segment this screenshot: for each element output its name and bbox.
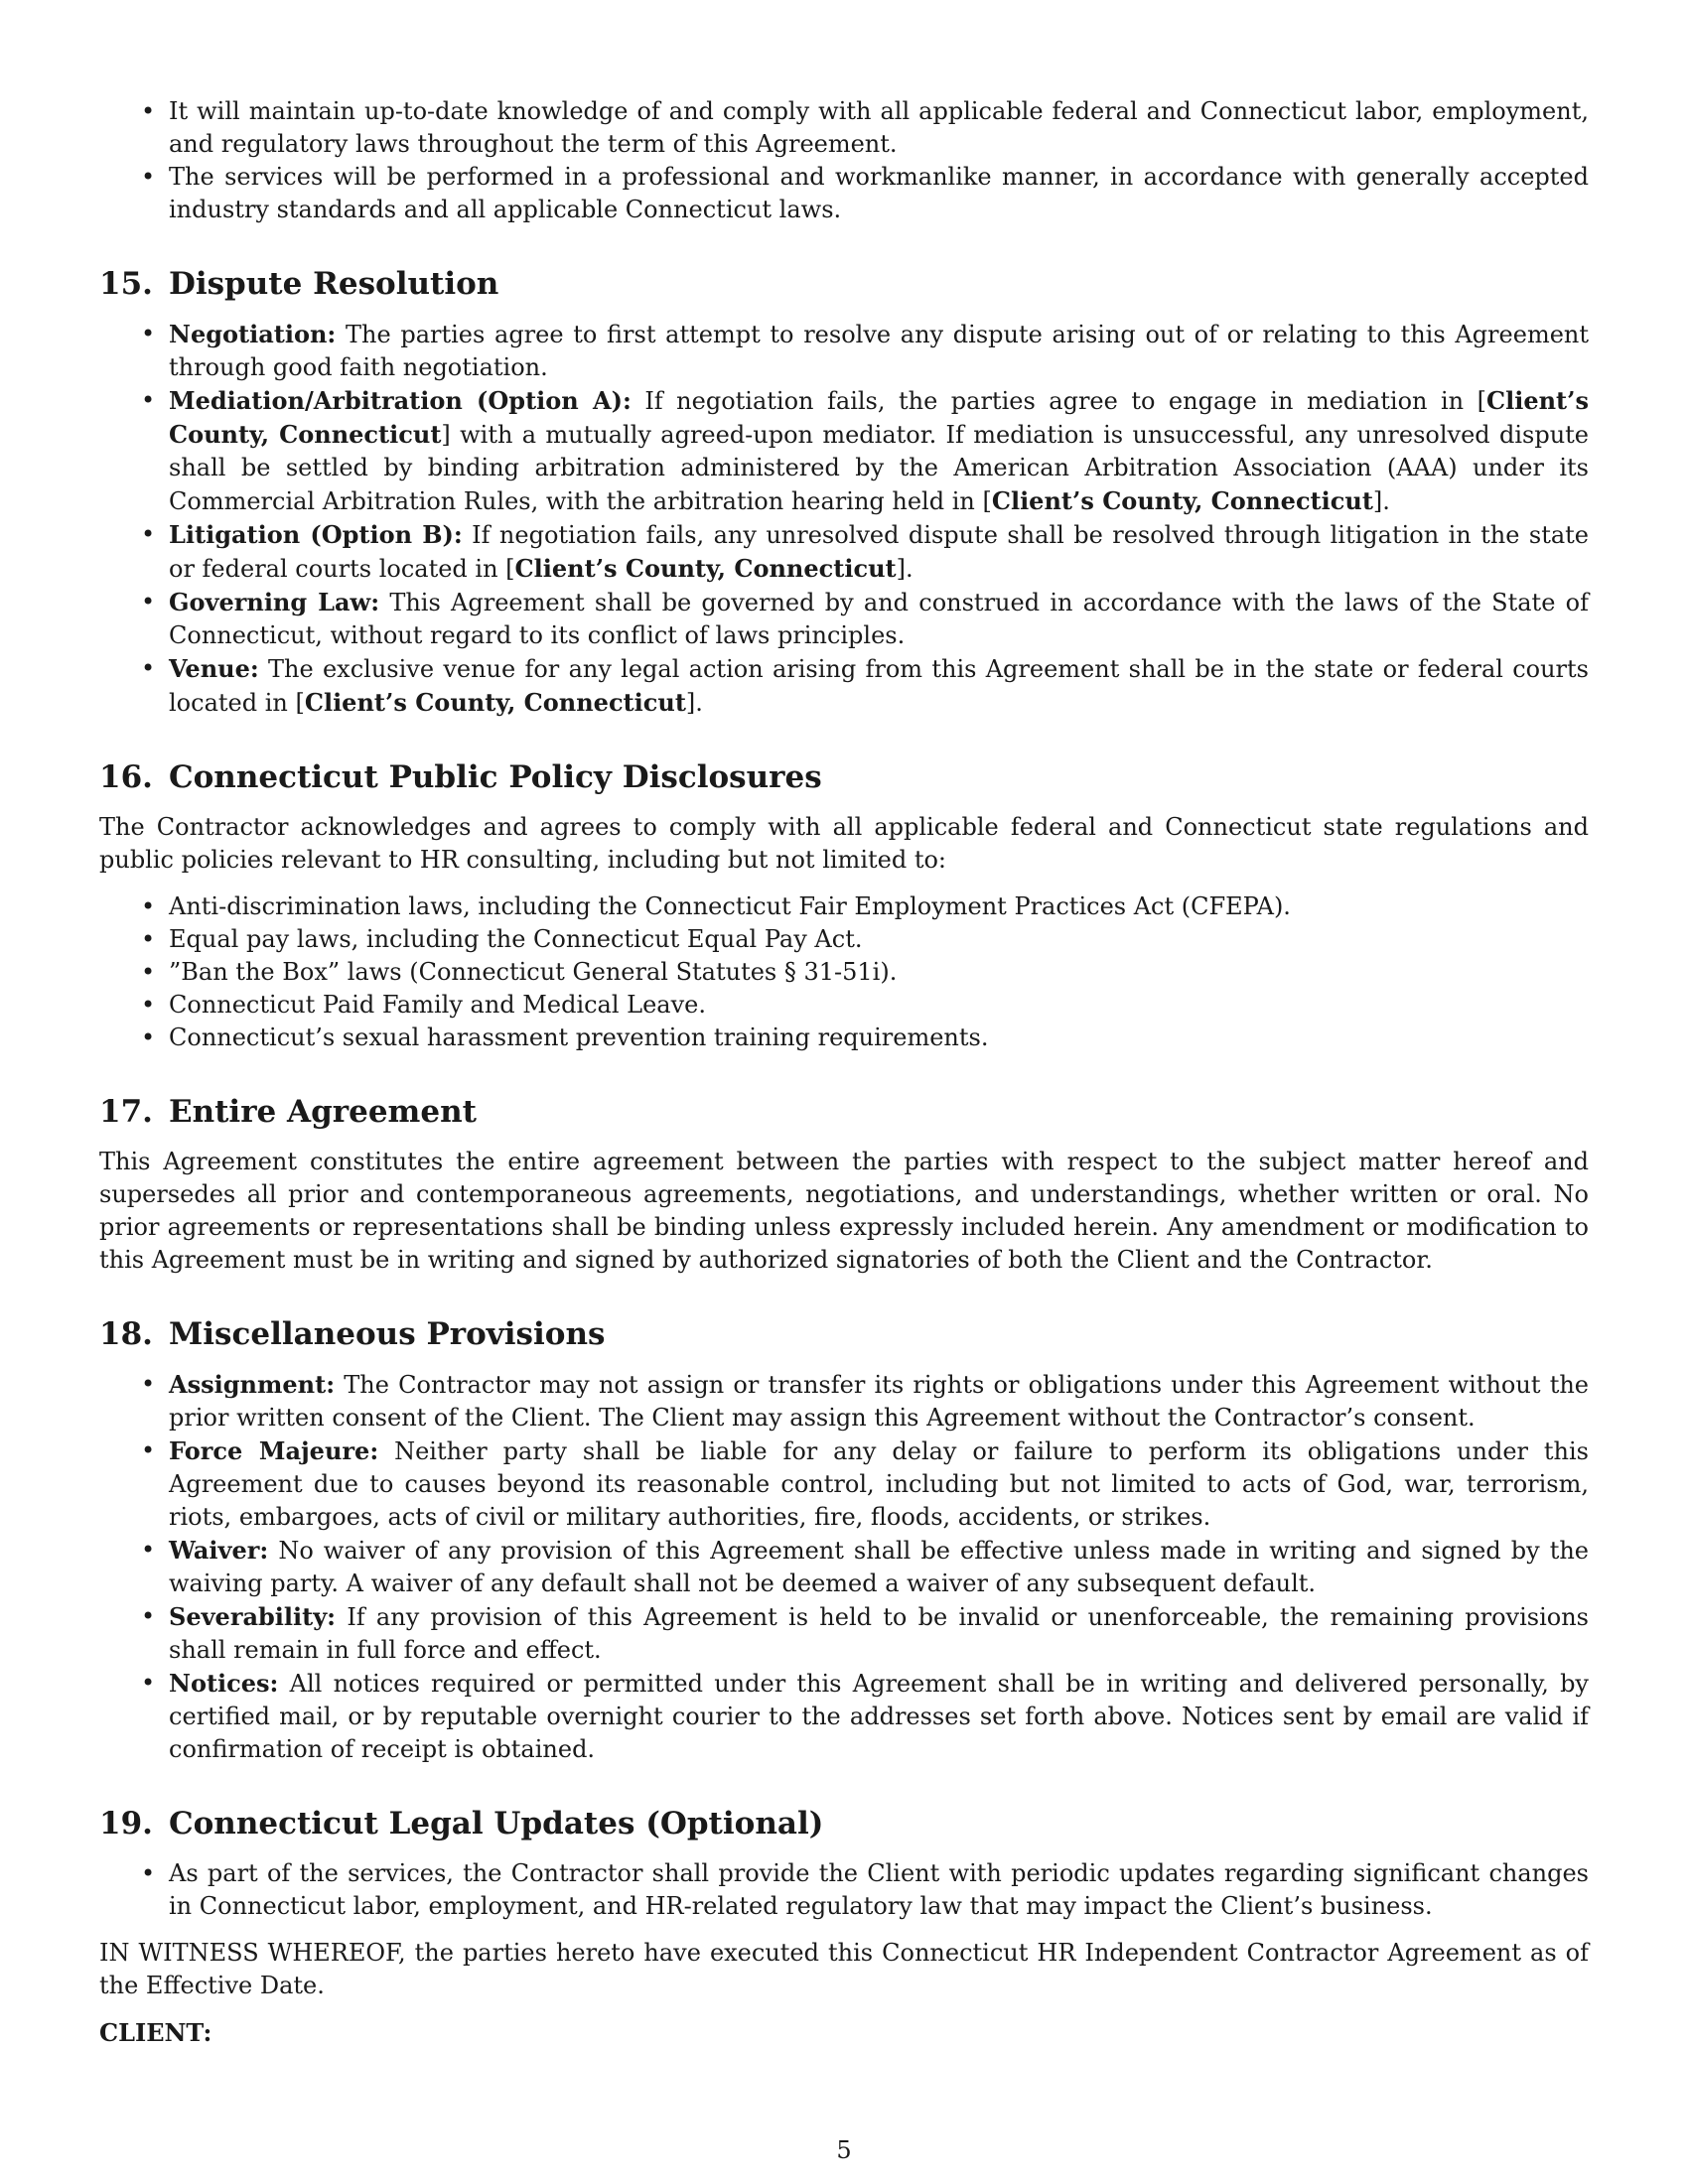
section-heading-18: 18. Miscellaneous Provisions [99, 1316, 606, 1352]
bullet-icon: • [141, 588, 156, 615]
list-item: • Connecticut’s sexual harassment prevention training requirements. [99, 1022, 1589, 1054]
section-heading-17: 17. Entire Agreement [99, 1094, 477, 1130]
bullet-icon: • [141, 892, 156, 920]
policy-list [99, 890, 1589, 1054]
document-page [99, 95, 1589, 2050]
section-heading-19: 19. Connecticut Legal Updates (Optional) [99, 1806, 824, 1842]
bullet-icon: • [141, 654, 156, 682]
dispute-resolution-list [99, 318, 1589, 720]
witness-paragraph: IN WITNESS WHEREOF, the parties hereto have executed this Connecticut HR Independent Contractor Agreement as of the Effective Date. [99, 1939, 1589, 1999]
bullet-icon: • [141, 1536, 156, 1564]
list-item-negotiation: • Negotiation: The parties agree to first attempt to resolve any dispute arising out of or relating to this Agreement through good faith negotiation. [141, 320, 1590, 381]
list-item: • Connecticut Paid Family and Medical Leave. [99, 989, 1589, 1022]
bullet-icon: • [141, 1370, 156, 1398]
intro-bullet-list [99, 95, 1589, 226]
bullet-icon: • [141, 991, 156, 1019]
list-item: • It will maintain up-to-date knowledge of and comply with all applicable federal and Connecticut labor, employment, and regulatory laws throughout the term of this Agreement. [141, 97, 1589, 158]
bullet-icon: • [141, 1669, 156, 1697]
list-item: • Equal pay laws, including the Connecticut Equal Pay Act. [99, 923, 1589, 956]
list-item-venue: • Venue: The exclusive venue for any legal action arising from this Agreement shall be in the state or federal courts located in [Client’s County, Connecticut]. [141, 654, 1589, 717]
bullet-icon: • [141, 1859, 156, 1887]
list-item-governing-law: • Governing Law: This Agreement shall be governed by and construed in accordance with the laws of the State of Connecticut, without regard to its conflict of laws principles. [141, 588, 1589, 649]
bullet-icon: • [141, 1024, 156, 1051]
section-heading-15: 15. Dispute Resolution [99, 266, 499, 302]
list-item: • The services will be performed in a professional and workmanlike manner, in accordance with generally accepted industry standards and all applicable Connecticut laws. [141, 163, 1589, 223]
list-item-mediation: • Mediation/Arbitration (Option A): If negotiation fails, the parties agree to engage in mediation in [Client’s County, Connecticut] with a mutually agreed-upon mediator. If mediation is unsuccessful, any unresolved dispute shall be settled by binding arbitration administered by the American Arbitration Association (AAA) under its Commercial Arbitration Rules, with the arbitration hearing held in [Client’s County, Connecticut]. [141, 386, 1589, 515]
list-item-assignment: • Assignment: The Contractor may not assign or transfer its rights or obligations under this Agreement without the prior written consent of the Client. The Client may assign this Agreement without the Contractor’s consent. [141, 1370, 1589, 1432]
list-item-severability: • Severability: If any provision of this Agreement is held to be invalid or unenforceable, the remaining provisions shall remain in full force and effect. [141, 1602, 1589, 1664]
list-item: • ”Ban the Box” laws (Connecticut General Statutes § 31-51i). [99, 956, 1589, 989]
section-heading-16: 16. Connecticut Public Policy Disclosures [99, 759, 822, 795]
list-item: • Anti-discrimination laws, including the Connecticut Fair Employment Practices Act (CFEPA). [99, 890, 1589, 923]
paragraph: The Contractor acknowledges and agrees to comply with all applicable federal and Connecticut state regulations and public policies relevant to HR consulting, including but not limited to: [99, 813, 1589, 874]
bullet-icon: • [141, 1602, 156, 1630]
bullet-icon: • [141, 320, 156, 347]
bullet-icon: • [141, 520, 156, 548]
bullet-icon: • [141, 1436, 156, 1464]
bullet-icon: • [141, 958, 156, 986]
page-number: 5 [836, 2136, 852, 2164]
paragraph: This Agreement constitutes the entire agreement between the parties with respect to the subject matter hereof and supersedes all prior and contemporaneous agreements, negotiations, and understandings, whether written or oral. No prior agreements or representations shall be binding unless expressly included herein. Any amendment or modification to this Agreement must be in writing and signed by authorized signatories of both the Client and the Contractor. [99, 1148, 1589, 1274]
miscellaneous-list [99, 1368, 1589, 1766]
bullet-icon: • [141, 925, 156, 953]
list-item-notices: • Notices: All notices required or permitted under this Agreement shall be in writing and delivered personally, by certified mail, or by reputable overnight courier to the addresses set forth above. Notices sent by email are valid if confirmation of receipt is obtained. [141, 1669, 1589, 1763]
bullet-icon: • [141, 163, 156, 191]
bullet-icon: • [141, 386, 156, 414]
list-item: • As part of the services, the Contractor shall provide the Client with periodic updates regarding significant changes in Connecticut labor, employment, and HR-related regulatory law that may impact the Client’s business. [141, 1859, 1589, 1920]
list-item-waiver: • Waiver: No waiver of any provision of this Agreement shall be effective unless made in writing and signed by the waiving party. A waiver of any default shall not be deemed a waiver of any subsequent default. [141, 1536, 1590, 1597]
client-label: CLIENT: [99, 2018, 212, 2047]
list-item-force-majeure: • Force Majeure: Neither party shall be liable for any delay or failure to perform its obligations under this Agreement due to causes beyond its reasonable control, including but not limited to acts of God, war, terrorism, riots, embargoes, acts of civil or military authorities, fire, floods, accidents, or strikes. [141, 1436, 1589, 1531]
list-item-litigation: • Litigation (Option B): If negotiation fails, any unresolved dispute shall be resolved through litigation in the state or federal courts located in [Client’s County, Connecticut]. [141, 520, 1590, 583]
legal-updates-list [99, 1857, 1589, 1923]
bullet-icon: • [141, 97, 156, 125]
